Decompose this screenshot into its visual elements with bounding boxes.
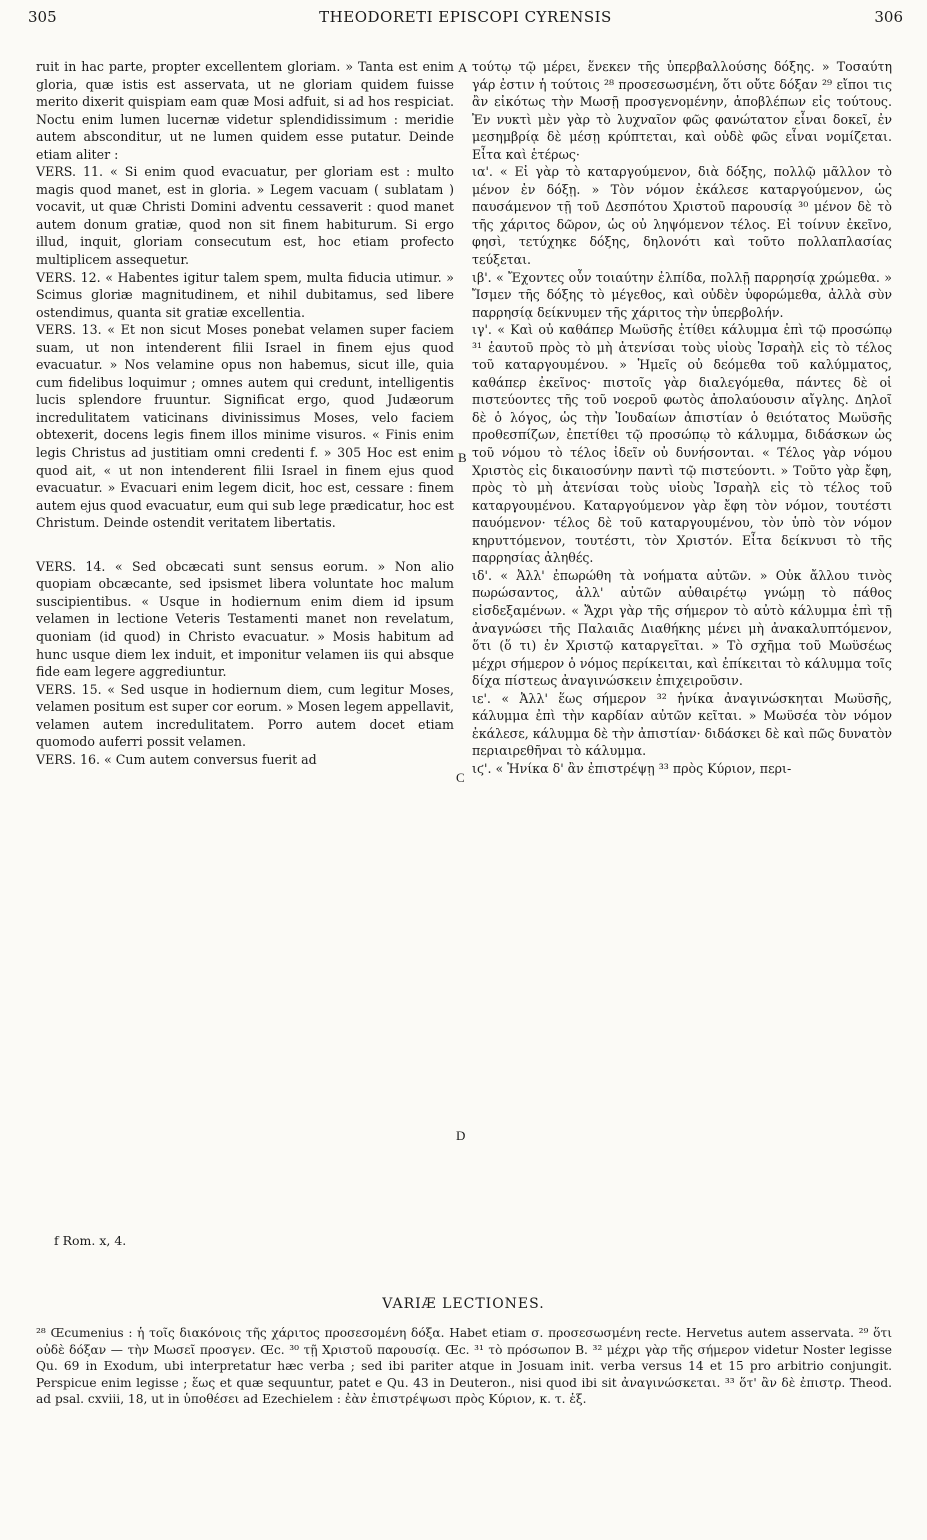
variae-lectiones-title: VARIÆ LECTIONES. — [382, 1296, 545, 1312]
latin-paragraph: VERS. 12. « Habentes igitur talem spem, multa fiducia utimur. » Scimus gloriæ magnitudinem, et nihil dubitamus, sed libere ostendimus, quanta sit gratiæ excellentia. — [36, 269, 454, 320]
margin-letter-d: D — [456, 1128, 466, 1143]
latin-paragraph: VERS. 15. « Sed usque in hodiernum diem, cum legitur Moses, velamen positum est super cor eorum. » Mosen legem appellavit, velamen autem incredulitatem. Porro autem docet etiam quomodo auferri possit velamen. — [36, 681, 454, 750]
greek-paragraph: ια'. « Εἰ γὰρ τὸ καταργούμενον, διὰ δόξης, πολλῷ μᾶλλον τὸ μένον ἐν δόξῃ. » Τὸν νόμον ἐκάλεσε καταργούμενον, ὡς παυσάμενον τῇ τοῦ Δεσπότου Χριστοῦ παρουσίᾳ ³⁰ μένον δὲ τὸ τῆς χάριτος δῶρον, ὡς οὐ ληψόμενον τέλος. Εἰ τοίνυν ἐκεῖνο, φησὶ, τετύχηκε δόξης, δηλονότι καὶ τοῦτο πολλαπλασίας τεύξεται. — [472, 164, 892, 268]
greek-paragraph: ιε'. « Ἀλλ' ἕως σήμερον ³² ἡνίκα ἀναγινώσκηται Μωϋσῆς, κάλυμμα ἐπὶ τὴν καρδίαν αὐτῶν κεῖται. » Μωϋσέα τὸν νόμον ἐκάλεσε, κάλυμμα δὲ τὴν ἀπιστίαν· διδάσκει δὲ καὶ πῶς δυνατὸν περιαιρεθῆναι τὸ κάλυμμα. — [472, 690, 892, 759]
page-header — [28, 8, 903, 30]
running-title: THEODORETI EPISCOPI CYRENSIS — [319, 8, 612, 26]
variae-paragraph: ²⁸ Œcumenius : ἡ τοῖς διακόνοις τῆς χάριτος προσεσομένη δόξα. Habet etiam σ. προσεσωσμένη recte. Hervetus autem asservata. ²⁹ ὅτι οὐδὲ δόξαν — τὴν Μωσεῖ προσγεν. Œc. ³⁰ τῇ Χριστοῦ παρουσίᾳ. Œc. ³¹ τὸ πρόσωπον B. ³² μέχρι γὰρ τῆς σήμερον videtur Noster legisse Qu. 69 in Exodum, ubi interpretatur hæc verba ; sed ibi pariter atque in Josuam init. verba versus 14 et 15 pro arbitrio conjungit. Perspicue enim legisse ; ἕως et quæ sequuntur, patet e Qu. 43 in Deuteron., nisi quod ibi sit ἀναγινώσκεται. ³³ ὅτ' ἂν δὲ ἐπιστρ. Theod. ad psal. cxviii, 18, ut in ὑποθέσει ad Ezechielem : ἐὰν ἐπιστρέψωσι πρὸς Κύριον, κ. τ. ἑξ. — [36, 1326, 892, 1406]
greek-paragraph: ιϛ'. « Ἡνίκα δ' ἂν ἐπιστρέψῃ ³³ πρὸς Κύριον, περι- — [472, 760, 792, 776]
greek-paragraph: ιβ'. « Ἔχοντες οὖν τοιαύτην ἐλπίδα, πολλῇ παρρησίᾳ χρώμεθα. » Ἴσμεν τῆς δόξης τὸ μέγεθος, καὶ οὐδὲν ὑφορώμεθα, ἀλλὰ σὺν παρρησίᾳ δείκνυμεν τῆς χάριτος τὴν ὑπερβολήν. — [472, 269, 892, 320]
latin-paragraph: ruit in hac parte, propter excellentem gloriam. » Tanta est enim gloria, quæ istis est asservata, ut ne gloriam quidem fuisse merito dixerit quispiam eam quæ Mosi adfuit, si ad hos respiciat. Noctu enim lumen lucernæ videtur splendidissimum : meridie autem absconditur, ut ne lumen quidem esse putatur. Deinde etiam aliter : — [36, 59, 454, 162]
latin-paragraph: VERS. 14. « Sed obcæcati sunt sensus eorum. » Non alio quopiam obcæcante, sed ipsismet libera voluntate hoc malum suscipientibus. « Usque in hodiernum enim diem id ipsum velamen in lectione Veteris Testamenti manet non revelatum, quoniam (id quod) in Christo evacuatur. » Mosis habitum ad hunc usque diem lex induit, et imponitur velamen iis qui absque fide eam legere aggrediuntur. — [36, 558, 454, 680]
margin-letter-b: B — [458, 450, 467, 465]
page-number-right: 306 — [874, 8, 903, 26]
greek-column — [472, 58, 892, 777]
latin-paragraph: VERS. 11. « Si enim quod evacuatur, per gloriam est : multo magis quod manet, est in gloria. » Legem vacuam ( sublatam ) vocavit, ut quæ Christi Domini adventu cessaverit : quod manet autem donum gratiæ, quod non sit finem habiturum. Si ergo illud, inquit, gloriam consecutum est, hoc etiam profecto multiplicem assequetur. — [36, 164, 454, 268]
latin-paragraph: VERS. 16. « Cum autem conversus fuerit ad — [36, 751, 317, 767]
variae-lectiones-text — [36, 1325, 892, 1408]
latin-paragraph: VERS. 13. « Et non sicut Moses ponebat velamen super faciem suam, ut non intenderent filii Israel in finem ejus quod evacuatur. » Nos velamine opus non habemus, sicut ille, quia cum fidelibus loquimur ; omnes autem qui credunt, intelligentis lucis splendore fruuntur. Significat ergo, quod Judæorum incredulitatem vaticinans divinissimus Moses, velo faciem obtexerit, docens legis finem illos minime visuros. « Finis enim legis Christus ad justitiam omni credenti f. » 305 Hoc est enim quod ait, « ut non intenderent filii Israel in finem ejus quod evacuatur. » Evacuari enim legem dicit, hoc est, cessare : finem autem ejus quod evacuatur, eum qui sub lege prædicatur, hoc est Christum. Deinde ostendit veritatem libertatis. — [36, 322, 454, 531]
latin-column — [36, 58, 454, 768]
footnote: f Rom. x, 4. — [54, 1233, 127, 1248]
greek-paragraph: ιγ'. « Καὶ οὐ καθάπερ Μωϋσῆς ἐτίθει κάλυμμα ἐπὶ τῷ προσώπῳ ³¹ ἑαυτοῦ πρὸς τὸ μὴ ἀτενίσαι τοὺς υἱοὺς Ἰσραὴλ εἰς τὸ τέλος τοῦ καταργουμένου. » Ἡμεῖς οὐ δεόμεθα τοῦ καλύμματος, καθάπερ ἐκεῖνος· πιστοῖς γὰρ διαλεγόμεθα, πάντες δὲ οἱ πιστεύοντες τῆς τοῦ νοεροῦ φωτὸς ἀπολαύουσιν αἴγλης. Δηλοῖ δὲ ὁ λόγος, ὡς τὴν Ἰουδαίων ἀπιστίαν ὁ θειότατος Μωϋσῆς προθεσπίζων, ἐπετίθει τῷ προσώπῳ τὸ κάλυμμα, διδάσκων ὡς τοῦ νόμου τὸ τέλος ἰδεῖν οὐ δυνήσονται. « Τέλος γὰρ νόμου Χριστὸς εἰς δικαιοσύνην παντὶ τῷ πιστεύοντι. » Τοῦτο γὰρ ἔφη, πρὸς τὸ μὴ ἀτενίσαι τοὺς υἱοὺς Ἰσραὴλ εἰς τὸ τέλος τοῦ καταργουμένου. Καταργούμενον γὰρ ἔφη τὸν νόμον, τουτέστι παυόμενον· τέλος δὲ τοῦ καταργουμένου, τὸν ὑπὸ τὸν νόμον κηρυττόμενον, τουτέστι, τὸν Χριστόν. Εἶτα δείκνυσι τὸ τῆς παρρησίας ἀληθές. — [472, 322, 892, 566]
margin-letter-a: A — [458, 60, 468, 75]
margin-letter-c: C — [456, 770, 465, 785]
page-number-left: 305 — [28, 8, 57, 26]
greek-paragraph: τούτῳ τῷ μέρει, ἕνεκεν τῆς ὑπερβαλλούσης δόξης. » Τοσαύτη γάρ ἐστιν ἡ τούτοις ²⁸ προσεσωσμένη, ὅτι οὔτε δόξαν ²⁹ εἴποι τις ἂν εἰκότως τὴν Μωσῇ προσγενομένην, ἀποβλέπων εἰς τούτους. Ἐν νυκτὶ μὲν γὰρ τὸ λυχναῖον φῶς φανώτατον εἶναι δοκεῖ, ἐν μεσημβρίᾳ δὲ μέσῃ κρύπτεται, καὶ οὐδὲ φῶς εἶναι νομίζεται. Εἶτα καὶ ἑτέρως· — [472, 59, 892, 162]
greek-paragraph: ιδ'. « Ἀλλ' ἐπωρώθη τὰ νοήματα αὐτῶν. » Οὐκ ἄλλου τινὸς πωρώσαντος, ἀλλ' αὐτῶν αὐθαιρέτῳ γνώμῃ τὸ πάθος εἰσδεξαμένων. « Ἄχρι γὰρ τῆς σήμερον τὸ αὐτὸ κάλυμμα ἐπὶ τῇ ἀναγνώσει τῆς Παλαιᾶς Διαθήκης μένει μὴ ἀνακαλυπτόμενον, ὅτι (ὅ τι) ἐν Χριστῷ καταργεῖται. » Τὸ σχῆμα τοῦ Μωϋσέως μέχρι σήμερον ὁ νόμος περίκειται, καὶ ἐπίκειται τὸ κάλυμμα τοῖς δίχα πίστεως ἀναγινώσκειν ἐπιχειροῦσιν. — [472, 567, 892, 689]
